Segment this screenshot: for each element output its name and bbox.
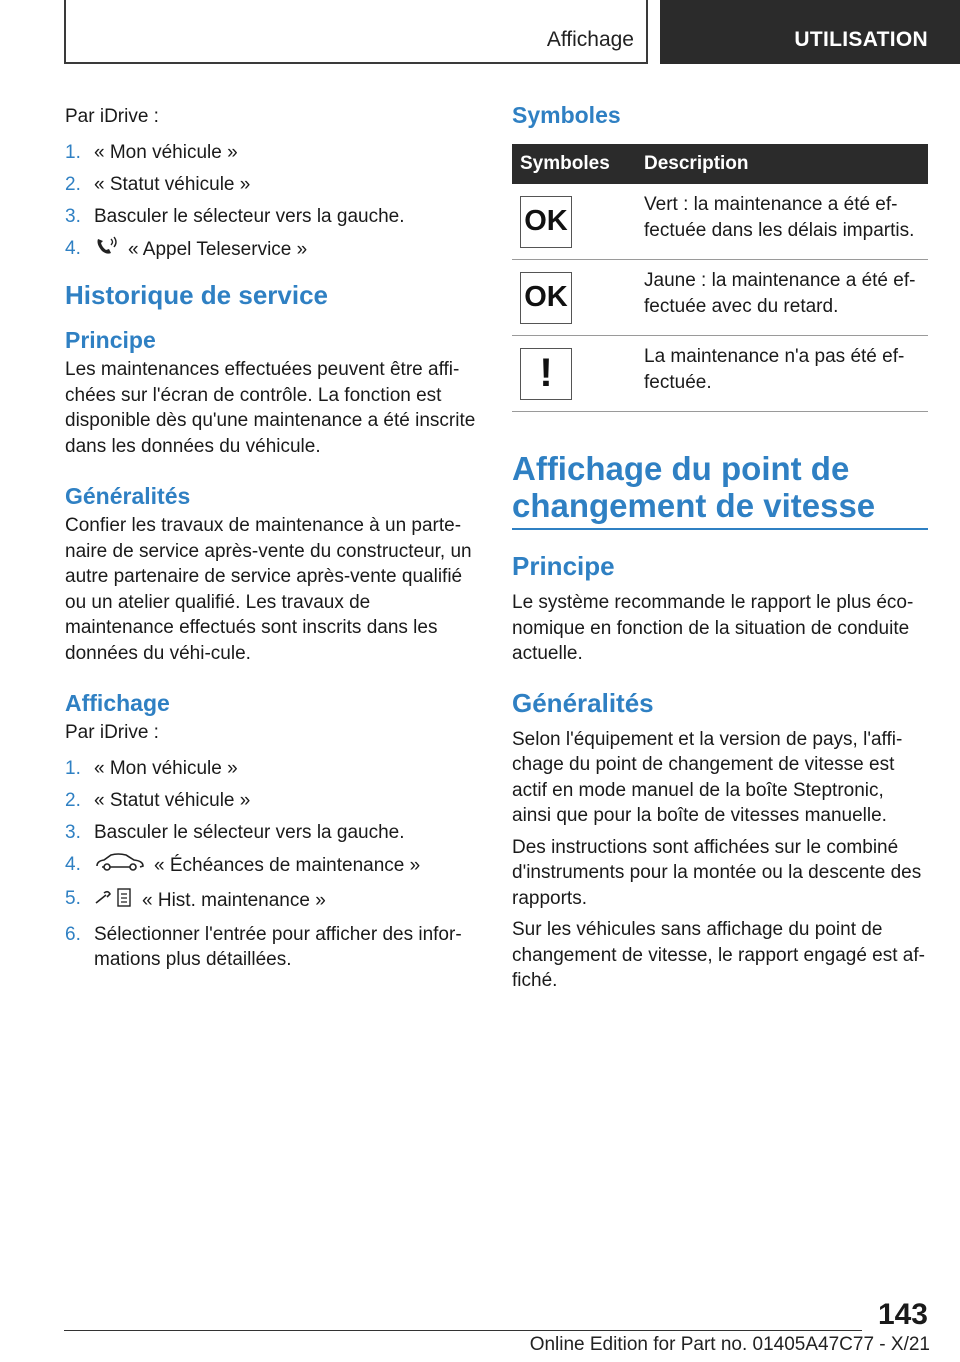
step-text: Basculer le sélecteur vers la gauche. [94, 821, 405, 843]
principe-paragraph-right: Le système recommande le rapport le plus éco-nomique en fonction de la situation de conduite actuelle. [512, 592, 914, 664]
steps-list-1 [65, 140, 483, 264]
step-text: « Mon véhicule » [94, 757, 238, 779]
step-number: 4. [65, 237, 81, 259]
list-item [65, 204, 483, 230]
step-number: 3. [65, 821, 81, 843]
generalites-paragraph-2: Des instructions sont affichées sur le combiné d'instruments pour la montée ou la descente des rapports. [512, 836, 922, 909]
table-cell-description: La maintenance n'a pas été ef-fectuée. [644, 336, 928, 412]
step-number: 2. [65, 789, 81, 811]
step-text: « Mon véhicule » [94, 141, 238, 163]
step-number: 5. [65, 887, 81, 909]
table-header-symbols: Symboles [512, 144, 644, 184]
header-section-title: Affichage [546, 28, 634, 51]
list-item [65, 172, 483, 198]
generalites-paragraph-1: Selon l'équipement et la version de pays, l'affi-chage du point de changement de vitesse est actif en mode manuel de la boîte Steptronic, ainsi que pour la boîte de vitesses manuelle. [512, 728, 903, 826]
table-row [512, 184, 928, 260]
ok-green-icon: OK [520, 196, 572, 248]
step-number: 1. [65, 757, 81, 779]
heading-generalites: Généralités [65, 483, 191, 509]
footer-divider [64, 1330, 862, 1331]
step-text: Basculer le sélecteur vers la gauche. [94, 205, 405, 227]
step-text: « Statut véhicule » [94, 789, 251, 811]
intro-text: Par iDrive : [65, 106, 159, 127]
list-item [65, 140, 483, 166]
step-text: « Statut véhicule » [94, 173, 251, 195]
heading-principe: Principe [65, 327, 156, 353]
symbols-table [512, 144, 928, 412]
step-number: 1. [65, 141, 81, 163]
table-row [512, 336, 928, 412]
heading-generalites-right: Généralités [512, 687, 654, 718]
step-number: 4. [65, 853, 81, 875]
table-cell-description: Jaune : la maintenance a été ef-fectuée avec du retard. [644, 260, 928, 336]
car-icon [94, 852, 146, 880]
table-row [512, 260, 928, 336]
step-text: Sélectionner l'entrée pour afficher des infor-mations plus détaillées. [94, 923, 462, 970]
principe-paragraph: Les maintenances effectuées peuvent être affi-chées sur l'écran de contrôle. La fonction est disponible dès qu'une maintenance a été inscrite dans les données du véhicule. [65, 359, 476, 457]
left-column [65, 104, 483, 979]
footer-edition-text: Online Edition for Part no. 01405A47C77 - X/21 [529, 1334, 930, 1355]
heading-symboles: Symboles [512, 102, 621, 128]
exclamation-icon: ! [520, 348, 572, 400]
heading-gear-shift-indicator: Affichage du point de changement de vitesse [512, 450, 928, 530]
table-cell-description: Vert : la maintenance a été ef-fectuée dans les délais impartis. [644, 184, 928, 260]
service-history-icon [94, 886, 134, 916]
right-column [512, 100, 928, 994]
steps-list-2 [65, 756, 483, 973]
heading-affichage: Affichage [65, 690, 170, 716]
ok-yellow-icon: OK [520, 272, 572, 324]
heading-principe-right: Principe [512, 551, 615, 581]
header-chapter-tab: UTILISATION [660, 0, 960, 64]
list-item [65, 236, 483, 264]
teleservice-phone-icon [94, 236, 120, 264]
step-number: 3. [65, 205, 81, 227]
page-number: 143 [877, 1298, 928, 1331]
list-item [65, 922, 483, 973]
step-number: 6. [65, 923, 81, 945]
list-item [65, 852, 483, 880]
list-item [65, 886, 483, 916]
heading-history: Historique de service [65, 280, 328, 310]
step-number: 2. [65, 173, 81, 195]
list-item [65, 820, 483, 846]
step-text: « Échéances de maintenance » [154, 854, 421, 876]
list-item [65, 756, 483, 782]
step-text: « Hist. maintenance » [142, 889, 326, 911]
generalites-paragraph: Confier les travaux de maintenance à un parte-naire de service après-vente du constructeur, un autre partenaire de service après-vente qualifié ou un atelier qualifié. Les travaux de maintenance effectués sont inscrits dans les données du véhi-cule. [65, 515, 472, 664]
generalites-paragraph-3: Sur les véhicules sans affichage du point de changement de vitesse, le rapport engagé est af-fiché. [512, 919, 925, 991]
step-text: « Appel Teleservice » [128, 238, 308, 260]
intro-text-2: Par iDrive : [65, 722, 159, 743]
list-item [65, 788, 483, 814]
table-header-description: Description [644, 144, 928, 184]
